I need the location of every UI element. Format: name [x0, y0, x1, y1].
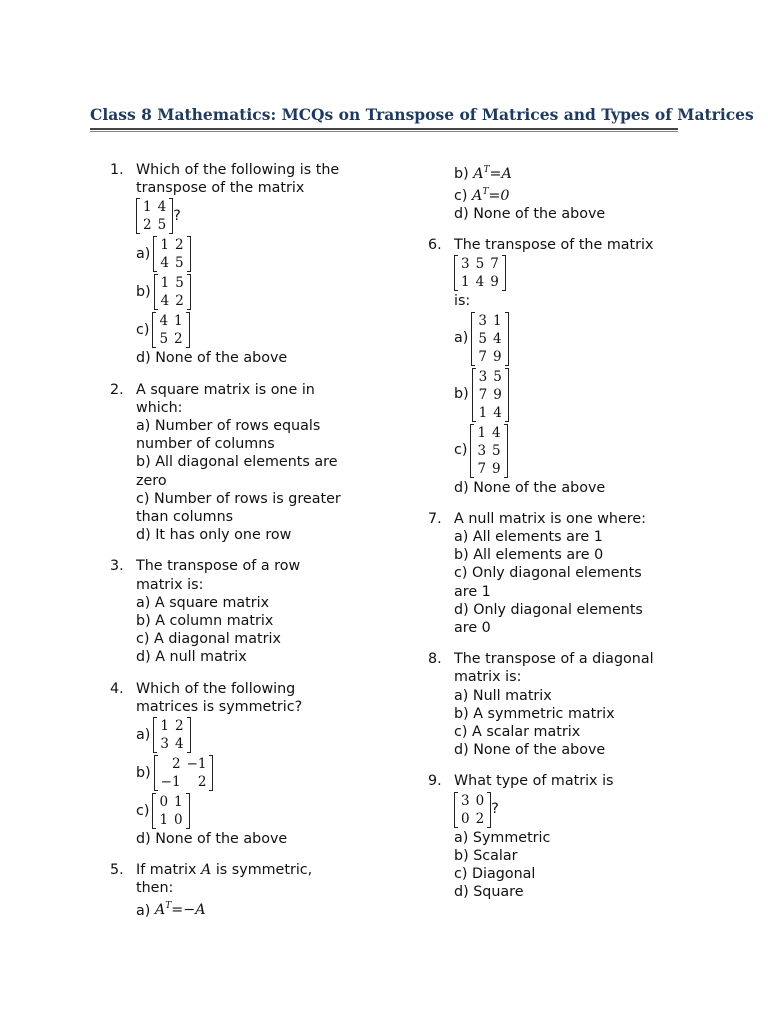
option-a: [454, 311, 683, 367]
math-expression: [155, 902, 206, 918]
matrix-cell: 5: [175, 275, 184, 292]
matrix-cell: 5: [492, 442, 501, 459]
option-text: Only diagonal elements: [473, 601, 643, 618]
matrix-cell: 9: [492, 348, 502, 365]
math-superscript: T: [483, 165, 490, 175]
matrix-row: [474, 424, 503, 442]
matrix: [154, 274, 191, 310]
matrix-cell: −1: [160, 774, 181, 791]
option-d: [136, 349, 370, 367]
option-label: a): [136, 246, 151, 263]
matrix: [471, 312, 508, 366]
title-rule: [90, 128, 678, 130]
option-c: [454, 183, 683, 205]
question-text: A square matrix is one in: [136, 381, 315, 398]
matrix-row: [474, 442, 503, 460]
matrix-cell: 1: [492, 312, 502, 329]
matrix-cell: 2: [475, 810, 485, 827]
matrix-cell: 1: [477, 424, 487, 441]
matrix-row: [140, 216, 169, 234]
matrix-cell: 5: [157, 217, 167, 234]
matrix-cell: 2: [174, 237, 184, 254]
question-2: [110, 381, 370, 545]
math-variable: A: [472, 187, 483, 204]
question-number: 2.: [110, 381, 124, 398]
option-text: All elements are 1: [472, 528, 603, 545]
matrix-cell: 1: [478, 404, 488, 421]
option-label: b): [454, 847, 469, 864]
option-label: b): [136, 613, 151, 630]
option-text: are 1: [454, 583, 491, 600]
option-label: d): [454, 479, 469, 496]
math-expression: [473, 166, 512, 182]
question-number: 1.: [110, 162, 124, 178]
question-5: [110, 861, 370, 919]
math-variable: A: [200, 862, 212, 879]
option-text: None of the above: [473, 205, 606, 222]
matrix-cell: 0: [475, 792, 485, 809]
option-label: a): [454, 330, 469, 347]
option-text: None of the above: [155, 831, 288, 848]
math-superscript: T: [482, 186, 489, 197]
option-label: a): [454, 829, 469, 846]
matrix: [152, 312, 189, 348]
question-number: 5.: [110, 862, 124, 879]
option-label: b): [454, 165, 469, 182]
option-d: [136, 648, 370, 666]
option-label: d): [136, 649, 151, 666]
matrix-row: [157, 717, 186, 735]
question-text: The transpose of a row: [136, 558, 301, 575]
matrix-cell: 9: [493, 386, 502, 403]
option-c: [136, 490, 370, 508]
matrix-cell: 4: [160, 293, 170, 310]
question-9: [428, 772, 683, 901]
question-matrix-line: [454, 254, 683, 292]
matrix: [454, 792, 491, 828]
math-rest: =0: [488, 187, 510, 204]
matrix-cell: 2: [143, 217, 152, 234]
question-number: 7.: [428, 510, 442, 527]
option-c: [454, 723, 683, 741]
matrix-grid: [158, 755, 210, 791]
option-d: [136, 526, 370, 544]
option-a: [136, 594, 370, 612]
option-label: c): [454, 866, 468, 882]
option-c: [454, 564, 683, 582]
matrix-cell: 4: [475, 274, 485, 291]
option-d: [136, 830, 370, 848]
matrix-grid: [476, 368, 505, 422]
question-text: Which of the following: [136, 680, 296, 697]
matrix-row: [474, 460, 503, 478]
option-label: b): [136, 764, 151, 781]
matrix-cell: 2: [175, 293, 184, 310]
matrix-cell: 4: [492, 330, 502, 347]
matrix-cell: 1: [461, 274, 470, 291]
option-label: b): [454, 705, 469, 722]
math-variable: A: [154, 902, 166, 919]
matrix-row: [156, 793, 185, 811]
matrix-cell: 5: [159, 331, 169, 348]
option-text: A column matrix: [155, 613, 274, 630]
question-text: transpose of the matrix: [136, 180, 305, 197]
matrix-cell: 5: [174, 255, 184, 272]
option-text: It has only one row: [155, 527, 292, 544]
matrix-cell: 1: [160, 275, 170, 292]
option-text: Scalar: [473, 847, 518, 864]
matrix-row: [157, 735, 186, 753]
math-expression: [472, 188, 509, 204]
option-label: a): [454, 528, 469, 545]
option-d: [454, 205, 683, 223]
option-a: [136, 898, 370, 920]
matrix-cell: 3: [461, 256, 470, 273]
matrix: [152, 793, 189, 829]
option-label: a): [136, 418, 151, 435]
option-label: b): [136, 284, 151, 301]
option-label: c): [454, 723, 468, 740]
matrix-cell: 2: [171, 756, 181, 773]
matrix: [153, 236, 190, 272]
question-3: [110, 557, 370, 666]
option-label: b): [136, 454, 151, 471]
matrix-cell: 5: [493, 368, 502, 385]
option-a: [136, 716, 370, 754]
option-b: [136, 273, 370, 311]
option-label: c): [454, 565, 468, 582]
matrix-grid: [140, 198, 169, 234]
question-text: then:: [136, 880, 174, 897]
matrix-cell: 3: [160, 736, 169, 753]
matrix-cell: 1: [174, 313, 183, 330]
option-text: A symmetric matrix: [473, 705, 615, 722]
option-label: d): [454, 742, 469, 759]
question-text: matrix is:: [136, 576, 204, 593]
matrix-cell: 7: [478, 386, 488, 403]
question-text: What type of matrix is: [454, 773, 614, 790]
option-b: [136, 453, 370, 471]
question-1: [110, 161, 370, 368]
matrix-cell: 0: [174, 812, 183, 829]
matrix-grid: [158, 274, 187, 310]
matrix-row: [157, 254, 186, 272]
matrix-cell: 1: [159, 812, 169, 829]
option-d: [454, 741, 683, 759]
option-label: c): [136, 631, 150, 648]
option-c: [454, 423, 683, 479]
option-text: Square: [473, 884, 524, 901]
matrix-row: [158, 773, 210, 791]
matrix-grid: [156, 793, 185, 829]
matrix-grid: [475, 312, 504, 366]
option-text: Diagonal: [472, 866, 536, 882]
option-text: A null matrix: [155, 649, 247, 666]
option-label: d): [136, 527, 151, 544]
question-mark: ?: [491, 801, 499, 818]
option-label: d): [136, 350, 151, 367]
matrix: [454, 255, 506, 291]
matrix-cell: 3: [477, 442, 487, 459]
question-text: A null matrix is one where:: [454, 510, 646, 527]
option-text: A square matrix: [154, 594, 270, 611]
matrix-row: [476, 386, 505, 404]
matrix-row: [476, 404, 505, 422]
matrix-cell: 5: [475, 256, 485, 273]
matrix-grid: [157, 236, 186, 272]
matrix-grid: [458, 255, 502, 291]
option-b: [454, 161, 683, 183]
matrix: [154, 755, 214, 791]
math-rest: =−A: [171, 902, 206, 919]
question-6: [428, 236, 683, 497]
matrix-cell: 3: [478, 312, 487, 329]
matrix-cell: 7: [490, 256, 499, 273]
matrix-cell: 4: [159, 313, 169, 330]
option-b: [136, 754, 370, 792]
option-c: [454, 865, 683, 883]
question-matrix-line: [136, 197, 370, 235]
option-text: Number of rows equals: [154, 418, 321, 435]
question-number: 8.: [428, 651, 442, 668]
option-text: Symmetric: [472, 829, 551, 846]
matrix-cell: 5: [478, 330, 487, 347]
option-label: a): [136, 902, 151, 919]
matrix-row: [140, 198, 169, 216]
option-label: d): [454, 205, 469, 222]
question-7: [428, 510, 683, 637]
question-text: The transpose of the matrix: [454, 237, 654, 254]
option-label: a): [136, 594, 151, 611]
option-c: [136, 792, 370, 830]
matrix-cell: 3: [478, 368, 488, 385]
option-text: All diagonal elements are: [155, 454, 338, 471]
option-label: c): [136, 490, 150, 507]
matrix-cell: 2: [174, 331, 183, 348]
matrix-row: [158, 274, 187, 292]
question-text-part: is symmetric,: [211, 862, 313, 879]
matrix-cell: 9: [492, 460, 501, 477]
question-text: is:: [454, 293, 471, 310]
matrix-row: [475, 312, 504, 330]
question-mark: ?: [173, 208, 181, 225]
matrix-grid: [458, 792, 487, 828]
question-number: 6.: [428, 237, 442, 254]
option-d: [454, 479, 683, 497]
option-text: are 0: [454, 619, 491, 636]
option-c: [136, 311, 370, 349]
matrix: [153, 717, 190, 753]
right-column: [428, 161, 683, 914]
option-a: [136, 417, 370, 435]
option-text: zero: [136, 472, 167, 489]
option-a: [454, 829, 683, 847]
question-text: matrix is:: [454, 669, 522, 686]
option-a: [136, 235, 370, 273]
option-text: None of the above: [155, 350, 288, 367]
option-label: c): [454, 442, 468, 459]
question-text: which:: [136, 399, 183, 416]
matrix-cell: −1: [186, 756, 207, 773]
option-text: Only diagonal elements: [472, 565, 642, 582]
option-label: b): [454, 386, 469, 403]
option-b: [454, 546, 683, 564]
matrix-cell: 1: [143, 199, 152, 216]
option-a: [454, 528, 683, 546]
matrix-row: [156, 312, 185, 330]
option-label: a): [136, 726, 151, 743]
option-a: [454, 687, 683, 705]
page-title: Class 8 Mathematics: MCQs on Transpose of Matrices and Types of Matrices: [90, 105, 754, 124]
question-matrix-line: [454, 791, 683, 829]
option-b: [136, 612, 370, 630]
option-text: All elements are 0: [473, 547, 604, 564]
question-text: matrices is symmetric?: [136, 698, 303, 715]
option-d: [454, 601, 683, 619]
option-label: d): [136, 831, 151, 848]
matrix-row: [156, 811, 185, 829]
option-label: c): [136, 802, 150, 819]
title-rule-thin: [90, 131, 678, 132]
matrix-cell: 7: [478, 348, 487, 365]
option-text: Null matrix: [472, 687, 552, 704]
question-text: Which of the following is the: [136, 162, 340, 178]
math-rest: =A: [489, 165, 512, 182]
matrix: [136, 198, 173, 234]
option-b: [454, 367, 683, 423]
question-text: [136, 861, 370, 879]
matrix-cell: 1: [160, 718, 169, 735]
matrix-row: [458, 273, 502, 291]
matrix: [470, 424, 507, 478]
question-8: [428, 650, 683, 759]
option-label: c): [136, 322, 150, 339]
matrix-grid: [474, 424, 503, 478]
matrix-grid: [157, 717, 186, 753]
matrix-cell: 4: [492, 424, 501, 441]
option-label: c): [454, 187, 468, 204]
left-column: [110, 161, 370, 933]
matrix-cell: 4: [157, 199, 167, 216]
matrix-cell: 0: [461, 810, 470, 827]
matrix-cell: 1: [160, 237, 169, 254]
option-label: d): [454, 601, 469, 618]
option-text: A diagonal matrix: [154, 631, 281, 648]
matrix-cell: 9: [490, 274, 499, 291]
matrix-grid: [156, 312, 185, 348]
matrix-cell: 3: [461, 792, 470, 809]
option-text: than columns: [136, 509, 234, 526]
option-text: A scalar matrix: [472, 723, 581, 740]
matrix-row: [476, 368, 505, 386]
option-text: None of the above: [473, 742, 606, 759]
question-number: 4.: [110, 680, 124, 697]
matrix-row: [156, 330, 185, 348]
matrix-cell: 4: [174, 736, 184, 753]
matrix-cell: 2: [197, 774, 207, 791]
matrix-row: [458, 792, 487, 810]
matrix-row: [458, 810, 487, 828]
question-text: The transpose of a diagonal: [454, 651, 654, 668]
matrix-cell: 7: [477, 460, 487, 477]
option-c: [136, 630, 370, 648]
matrix-row: [475, 330, 504, 348]
question-text-part: If matrix: [136, 862, 201, 879]
option-b: [454, 847, 683, 865]
matrix-row: [458, 255, 502, 273]
matrix-cell: 4: [160, 255, 169, 272]
matrix-row: [158, 755, 210, 773]
question-number: 3.: [110, 558, 124, 575]
matrix: [472, 368, 509, 422]
math-variable: A: [473, 165, 484, 182]
option-text: number of columns: [136, 436, 275, 453]
matrix-row: [158, 292, 187, 310]
math-superscript: T: [165, 901, 172, 912]
question-number: 9.: [428, 773, 442, 790]
option-label: d): [454, 884, 469, 901]
question-5-continued: [428, 161, 683, 223]
option-text: None of the above: [473, 479, 606, 496]
matrix-cell: 0: [159, 794, 169, 811]
matrix-row: [475, 348, 504, 366]
option-label: b): [454, 547, 469, 564]
matrix-cell: 4: [493, 404, 502, 421]
matrix-cell: 2: [174, 718, 184, 735]
option-d: [454, 883, 683, 901]
option-b: [454, 705, 683, 723]
option-text: Number of rows is greater: [154, 490, 341, 507]
option-label: a): [454, 687, 469, 704]
question-4: [110, 680, 370, 849]
matrix-row: [157, 236, 186, 254]
matrix-cell: 1: [174, 794, 183, 811]
